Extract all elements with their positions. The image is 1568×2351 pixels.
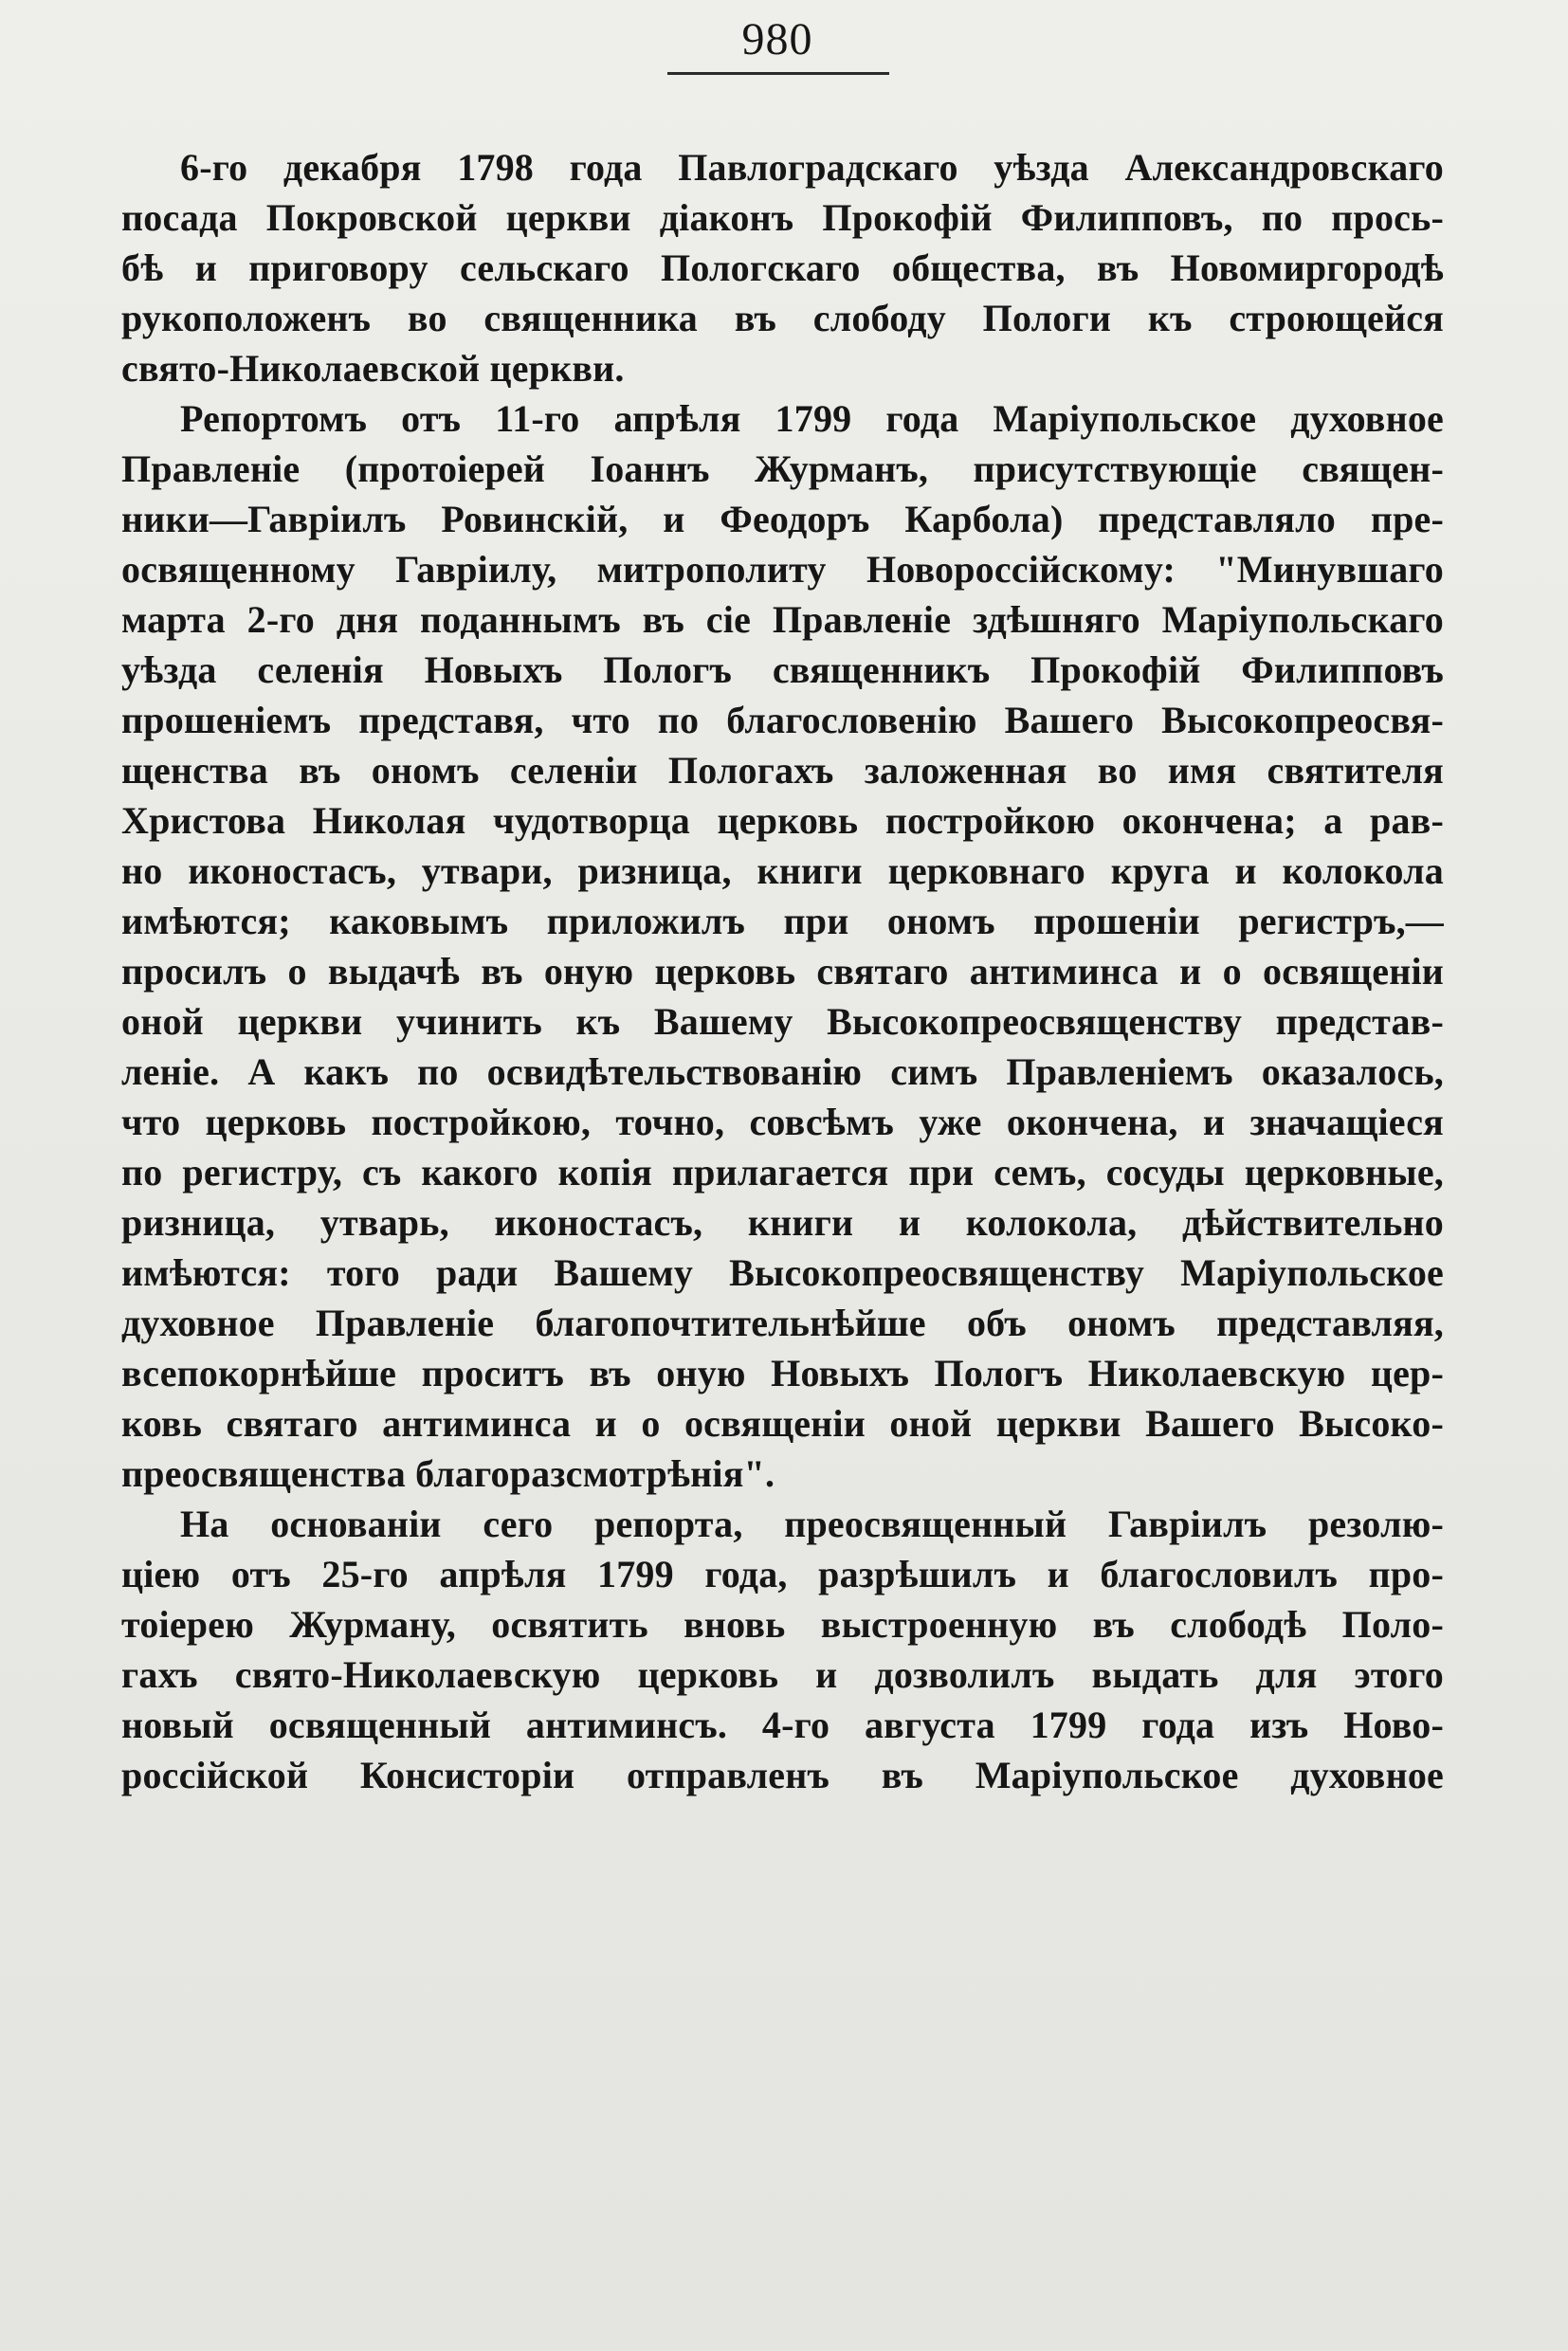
- text-line: новый освященный антиминсъ. 4-го августа 1799 года изъ Ново-: [121, 1704, 1444, 1746]
- text-line: марта 2-го дня поданнымъ въ сiе Правленiе здѣшняго Марiупольскаго: [121, 598, 1444, 641]
- text-line: всепокорнѣйше проситъ въ оную Новыхъ Пологъ Николаевскую цер-: [121, 1352, 1444, 1394]
- text-line: свято-Николаевской церкви.: [121, 347, 625, 390]
- text-line: по регистру, съ какого копiя прилагается при семъ, сосуды церковные,: [121, 1151, 1444, 1194]
- text-line: Репортомъ отъ 11-го апрѣля 1799 года Марiупольское духовное: [180, 397, 1444, 440]
- text-line: ники—Гаврiилъ Ровинскiй, и Феодоръ Карбола) представляло пре-: [121, 498, 1444, 540]
- text-line: россiйской Консисторiи отправленъ въ Марiупольское духовное: [121, 1754, 1444, 1796]
- text-line: ковь святаго антиминса и о освященiи оной церкви Вашего Высоко-: [121, 1402, 1444, 1445]
- text-line: ризница, утварь, иконостасъ, книги и колокола, дѣйствительно: [121, 1201, 1444, 1244]
- text-line: освященному Гаврiилу, митрополиту Новороссiйскому: "Минувшаго: [121, 548, 1444, 591]
- text-line: преосвященства благоразсмотрѣнiя".: [121, 1452, 775, 1495]
- text-line: щенства въ ономъ селенiи Пологахъ заложенная во имя святителя: [121, 749, 1444, 792]
- text-line: ленiе. А какъ по освидѣтельствованiю симъ Правленiемъ оказалось,: [121, 1050, 1444, 1093]
- paragraph-3: [121, 1499, 1444, 1800]
- text-line: рукоположенъ во священника въ слободу Пологи къ строющейся: [121, 297, 1444, 339]
- text-line: оной церкви учинить къ Вашему Высокопреосвященству представ-: [121, 1000, 1444, 1043]
- text-line: цiею отъ 25-го апрѣля 1799 года, разрѣшилъ и благословилъ про-: [121, 1553, 1444, 1595]
- text-line: бѣ и приговору сельскаго Пологскаго общества, въ Новомиргородѣ: [121, 246, 1444, 289]
- text-line: духовное Правленiе благопочтительнѣйше объ ономъ представляя,: [121, 1302, 1444, 1344]
- text-line: имѣются: того ради Вашему Высокопреосвященству Марiупольское: [121, 1251, 1444, 1294]
- page-number-container: [664, 9, 891, 70]
- text-line: имѣются; каковымъ приложилъ при ономъ прошенiи регистръ,—: [121, 900, 1444, 942]
- text-line: что церковь постройкою, точно, совсѣмъ уже окончена, и значащiеся: [121, 1101, 1444, 1143]
- text-line: 6-го декабря 1798 года Павлоградскаго уѣзда Александровскаго: [180, 146, 1444, 189]
- paragraph-1: [121, 142, 1444, 393]
- body-text: [121, 142, 1444, 1800]
- paragraph-2: [121, 393, 1444, 1499]
- header-rule: [667, 72, 889, 75]
- text-line: просилъ о выдачѣ въ оную церковь святаго антиминса и о освященiи: [121, 950, 1444, 993]
- text-line: тоiерею Журману, освятить вновь выстроенную въ слободѣ Поло-: [121, 1603, 1444, 1646]
- text-line: Правленiе (протоiерей Iоаннъ Журманъ, присутствующiе священ-: [121, 447, 1444, 490]
- text-line: гахъ свято-Николаевскую церковь и дозволилъ выдать для этого: [121, 1653, 1444, 1696]
- text-line: На основанiи сего репорта, преосвященный Гаврiилъ резолю-: [180, 1503, 1444, 1545]
- text-line: уѣзда селенiя Новыхъ Пологъ священникъ Прокофiй Филипповъ: [121, 648, 1444, 691]
- text-line: Христова Николая чудотворца церковь постройкою окончена; а рав-: [121, 799, 1444, 842]
- text-line: прошенiемъ представя, что по благословенiю Вашего Высокопреосвя-: [121, 699, 1444, 741]
- page-number: 980: [741, 14, 813, 64]
- text-line: посада Покровской церкви дiаконъ Прокофiй Филипповъ, по прось-: [121, 196, 1444, 239]
- text-line: но иконостасъ, утвари, ризница, книги церковнаго круга и колокола: [121, 849, 1444, 892]
